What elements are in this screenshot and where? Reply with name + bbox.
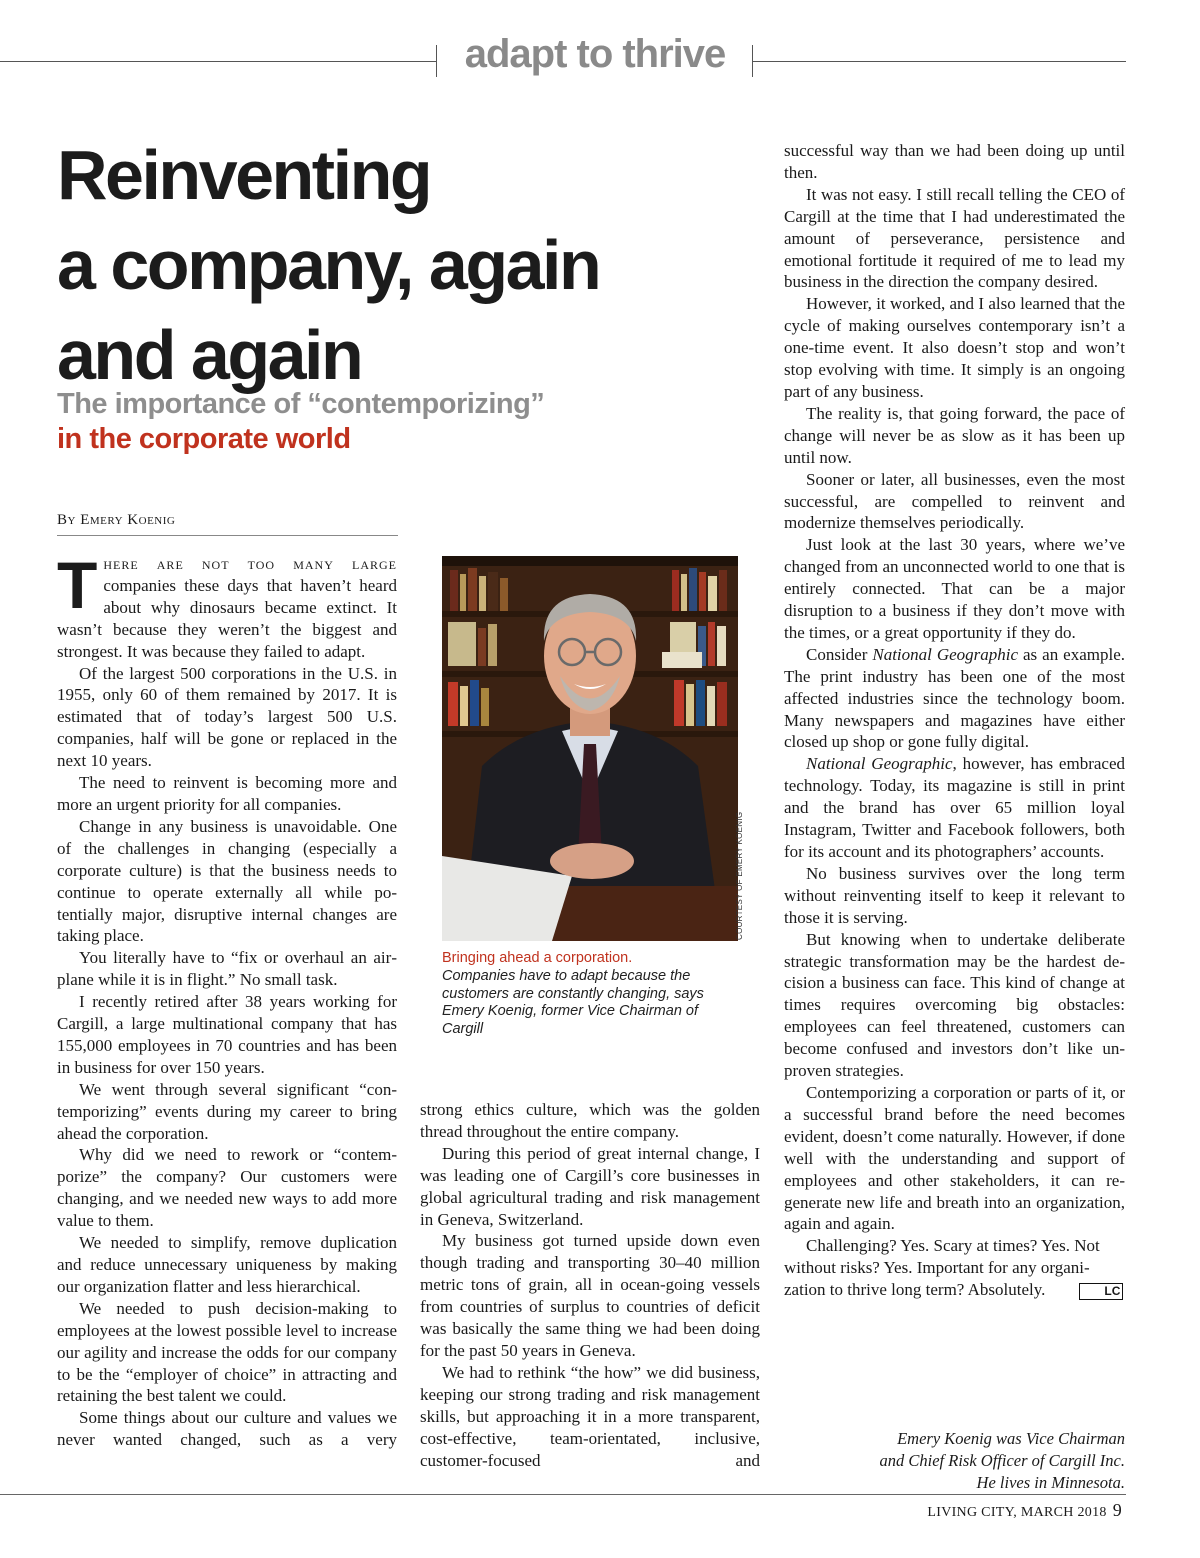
- section-label: adapt to thrive: [464, 32, 726, 76]
- paragraph: We needed to simplify, remove duplication and reduce unnecessary uniqueness by making our organization flatter and less hierarchical.: [57, 1233, 397, 1296]
- header-rule-right: [752, 61, 1126, 62]
- publication-info: LIVING CITY, MARCH 2018: [927, 1505, 1107, 1520]
- text-span: Consider: [806, 644, 873, 664]
- title-line: Reinventing: [57, 136, 431, 214]
- publication-name: National Geographic: [872, 644, 1019, 664]
- text-span: Challenging? Yes. Scary at times? Yes. Not without risks? Yes. Important for any organization to thrive long term? Absolutely.: [784, 1236, 1100, 1300]
- subtitle-red: in the corporate world: [57, 423, 351, 455]
- caption-headline: Bringing ahead a corporation.: [442, 950, 633, 966]
- text-span: as an example. The print industry has been one of the most affected industries since the technology boom. Many newspapers and magazines have either closed up shop or gone fully digital.: [784, 644, 1125, 752]
- paragraph: During this period of great internal change, I was leading one of Cargill’s core businesses in global agricultural trading and risk management in Geneva, Switzerland.: [420, 1143, 760, 1229]
- paragraph: We needed to push decision-making to employees at the lowest possible level to increase our agility and increase the odds for our company to be the “employer of choice” in attracting and retaining the best talent we could.: [57, 1298, 397, 1406]
- byline: [57, 512, 175, 529]
- paragraph: We had to rethink “the how” we did business, keeping our strong trading and risk management skills, but approaching it in a more transparent, cost-effective, team-orientated, inclusive, customer-focused and: [420, 1362, 760, 1470]
- paragraph: Sooner or later, all businesses, even the most successful, are compelled to reinvent and modernize themselves periodically.: [784, 469, 1125, 533]
- drop-cap: T: [57, 548, 98, 622]
- bio-line: and Chief Risk Officer of Cargill Inc.: [879, 1451, 1125, 1470]
- paragraph: Change in any business is unavoidable. One of the challenges in changing (especially a corporate culture) is that the business needs to continue to operate externally all while potentially major, disruptive internal changes are taking place.: [57, 816, 397, 946]
- photo-credit: COURTESY OF EMERY KOENIG: [735, 811, 744, 940]
- column-3: [784, 140, 1125, 1301]
- paragraph: [784, 1235, 1125, 1301]
- end-mark-icon: LC: [1079, 1283, 1123, 1300]
- paragraph: However, it worked, and I also learned that the cycle of making ourselves contemporary isn’t a one-time event. It also doesn’t stop and won’t stop evolving with time. It simply is an ongoing part of any business.: [784, 294, 1125, 401]
- column-2: [420, 1099, 760, 1471]
- portrait-photo: [442, 556, 738, 941]
- paragraph: [784, 753, 1125, 863]
- header-divider-left: [436, 45, 437, 77]
- bio-line: He lives in Minnesota.: [976, 1473, 1125, 1492]
- paragraph: Some things about our culture and values we never wanted changed, such as a very: [57, 1408, 397, 1450]
- paragraph: My business got turned upside down even though trading and transporting 30–40 million metric tons of grain, all in ocean-going vessels from countries of surplus to countries of deficit was basically the same thing we had been doing for the past 50 years in Geneva.: [420, 1231, 760, 1360]
- paragraph: I recently retired after 38 years working for Cargill, a large multinational company that has 155,000 employees in 70 countries and has been in business for over 150 years.: [57, 992, 397, 1077]
- title-line: and again: [57, 316, 362, 394]
- lead-paragraph: [57, 548, 397, 663]
- byline-prefix: By: [57, 512, 76, 528]
- footer-rule: [0, 1494, 1126, 1495]
- caption-body: Companies have to adapt because the customers are constantly changing, says Emery Koenig, former Vice Chairman of Cargill: [442, 968, 704, 1037]
- byline-rule: [57, 535, 398, 536]
- text-span: , however, has embraced technology. Today, its magazine is still in print and the brand has over 65 million loyal Instagram, Twitter and Facebook followers, both for its account and its photographers’ accounts.: [784, 754, 1125, 861]
- lead-smallcaps: here are not too many large: [103, 554, 397, 573]
- author-bio: [800, 1428, 1125, 1494]
- page-footer: [927, 1500, 1122, 1521]
- paragraph: Of the largest 500 corporations in the U.S. in 1955, only 60 of them remained by 2017. It is estimated that of today’s largest 500 U.S. companies, half will be gone or replaced in the next 10 years.: [57, 663, 397, 771]
- paragraph: successful way than we had been doing up until then.: [784, 141, 1125, 182]
- paragraph: Just look at the last 30 years, where we’ve changed from an unconnected world to one that is entirely connected. That can be a major disruption to a business if they don’t move with the times, or a great opportunity if they do.: [784, 535, 1125, 642]
- lead-text: companies these days that haven’t heard about why dinosaurs became extinct. It wasn’t because they weren’t the biggest and strongest. It was because they failed to adapt.: [57, 575, 397, 661]
- page-number: 9: [1112, 1500, 1122, 1520]
- byline-name: Emery Koenig: [80, 512, 176, 528]
- paragraph: You literally have to “fix or overhaul an airplane while it is in flight.” No small task.: [57, 948, 397, 990]
- paragraph: strong ethics culture, which was the golden thread throughout the entire company.: [420, 1100, 760, 1141]
- paragraph: Contemporizing a corporation or parts of it, or a successful brand before the need becomes evident, doesn’t come naturally. However, if done well with the understanding and support of employees and other stakeholders, it can regenerate new life and breath into an organization, again and again.: [784, 1082, 1125, 1234]
- portrait-illustration: [442, 556, 738, 941]
- paragraph: The need to reinvent is becoming more and more an urgent priority for all companies.: [57, 773, 397, 814]
- title-line: a company, again: [57, 226, 600, 304]
- publication-name: National Geographic: [806, 754, 953, 774]
- paragraph: Why did we need to rework or “contemporize” the company? Our customers were changing, and we needed new ways to add more value to them.: [57, 1145, 397, 1231]
- bio-line: Emery Koenig was Vice Chairman: [897, 1429, 1125, 1448]
- subtitle-gray: The importance of “contemporizing”: [57, 388, 545, 420]
- paragraph: The reality is, that going forward, the pace of change will never be as slow as it has been up until now.: [784, 403, 1125, 467]
- paragraph: [784, 644, 1125, 754]
- paragraph: But knowing when to undertake deliberate strategic transformation may be the hardest decision a business can face. This kind of change at times requires overcoming big obstacles: employees can feel threatened, customers can become confused and investors don’t like unproven strategies.: [784, 929, 1125, 1081]
- paragraph: It was not easy. I still recall telling the CEO of Cargill at the time that I had underestimated the amount of perseverance, persistence and emotional fortitude it required of me to lead my business in the direction the company desired.: [784, 184, 1125, 292]
- paragraph: We went through several significant “contemporizing” events during my career to bring ahead the corporation.: [57, 1079, 397, 1143]
- column-1: [57, 548, 397, 1451]
- paragraph: No business survives over the long term without reinventing itself to keep it relevant to those it is serving.: [784, 863, 1125, 927]
- header-rule-left: [0, 61, 436, 62]
- article-title: [57, 130, 757, 400]
